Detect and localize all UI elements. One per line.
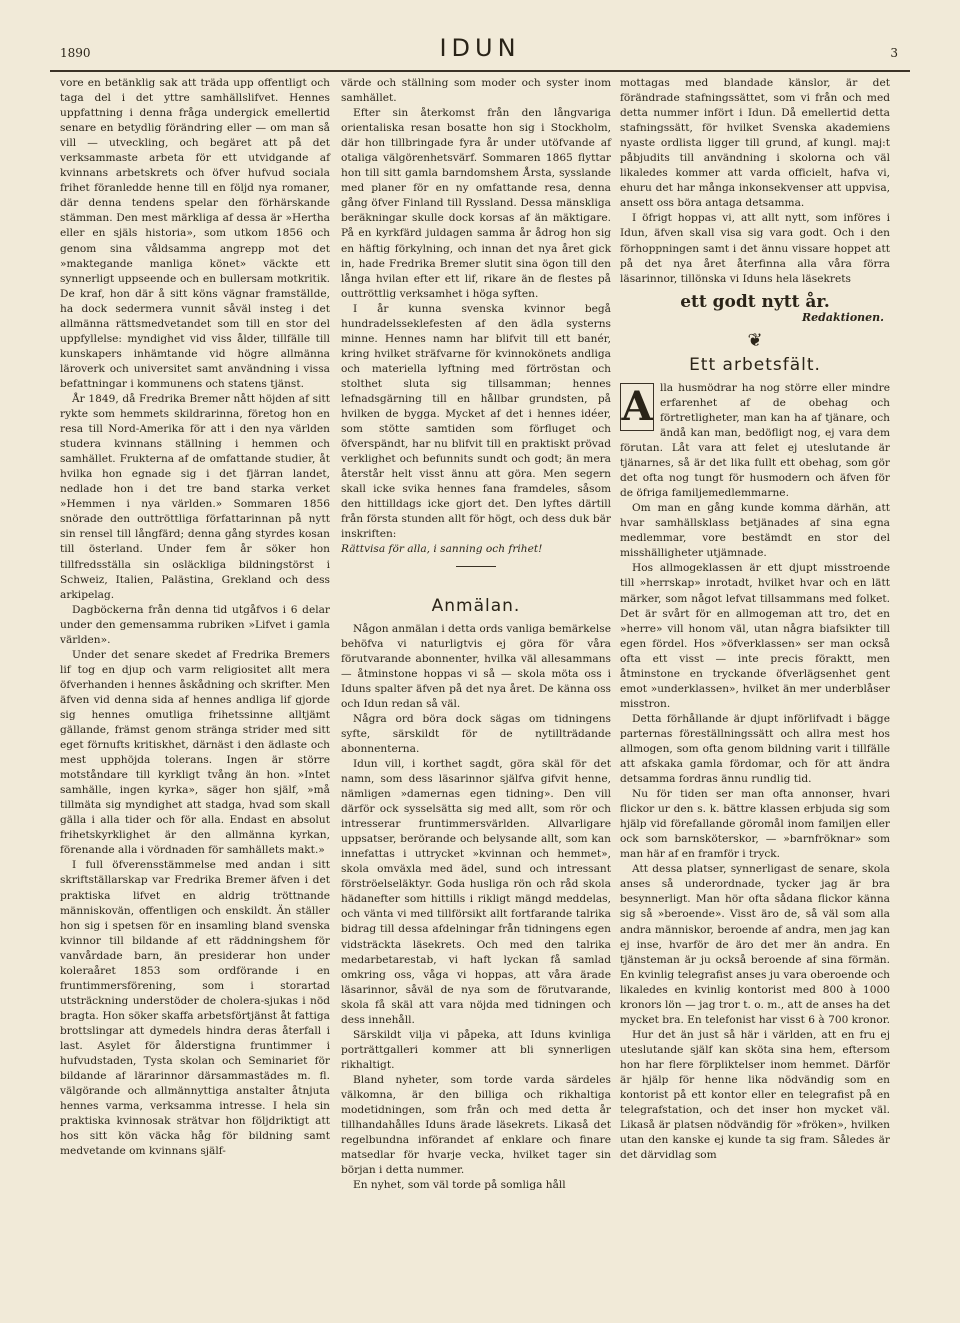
- paragraph: Om man en gång kunde komma därhän, att hvar samhällsklass betjänades af sina egna medlemmar, vore bestämdt en stor del misshälligheter utjämnade.: [620, 502, 890, 560]
- column-2: [341, 76, 611, 1193]
- paragraph: [620, 381, 890, 501]
- ornament-icon: ❦: [747, 329, 763, 351]
- drop-cap: A: [621, 382, 653, 430]
- paragraph: I full öfverensstämmelse med andan i sitt skriftställarskap var Fredrika Bremer äfven i det praktiska lifvet en aldrig tröttnande människovän, offentligen och enskildt. Än ställer hon sig i spetsen för en insamling bland svenska kvinnor till bildande af ett räddningshem för vanvårdade barn, än presiderar hon under koleraåret 1853 som ordförande i en fruntimmersförening, som i storartad utsträckning understöder de cholera-sjukas i nöd bragta. Hon söker skaffa arbetsförtjänst åt fattiga brottslingar att dymedels hindra deras återfall i last. Asylet för ålderstigna fruntimmer i hufvudstaden, Tysta skolan och Seminariet för bildande af lärarinnor därsammastädes m. fl. välgörande och allmännyttiga anstalter åtnjuta hennes varma, verksamma intresse. I hela sin praktiska kvinnosak strätvar hon följdriktigt att hos sitt kön väcka håg för bildning samt medvetande om kvinnans själf-: [60, 859, 330, 1158]
- paragraph: I öfrigt hoppas vi, att allt nytt, som införes i Idun, äfven skall visa sig vara godt. Och i den förhoppningen samt i det ännu vissare hoppet att på det nya året återfinna alla våra förra läsarinnor, tillönska vi Iduns hela läsekrets: [620, 212, 890, 285]
- issue-year: 1890: [60, 46, 91, 60]
- page-number: 3: [890, 46, 898, 60]
- section-heading-work: Ett arbetsfält.: [689, 354, 821, 375]
- paragraph: Idun vill, i korthet sagdt, göra skäl för det namn, som dess läsarinnor själfva gifvit henne, nämligen »damernas egen tidning». Den vill därför ock sysselsätta sig med allt, som rör och intresserar fruntimmersvärlden. Allvarligare uppsatser, berörande och belysande allt, som kan innefattas i uttrycket »kvinnan och hemmet», skola omväxla med ädel, sund och intressant förströelseläktyr. Goda husliga rön och råd skola hädanefter som hittills i rikligt mängd meddelas, och vänta vi med tillförsikt allt fortfarande talrika bidrag till dessa afdelningar från tidningens egen vidsträckta läsekrets. Och med den talrika medarbetarestab, vi haft lyckan få samlad omkring oss, våga vi hoppas, att våra ärade läsarinnor, såväl de nya som de förutvarande, skola få skäl att vara nöjda med tidningen och dess innehåll.: [341, 757, 611, 1026]
- paragraph: Att dessa platser, synnerligast de senare, skola anses så underordnade, tycker jag är bra besynnerligt. Man hör ofta sådana flickor känna sig så »beroende». Visst äro de, så väl som alla andra människor, beroende af andra, men jag kan ej inse, hvarför de äro det mer än andra. En tjänsteman är ju också beroende af sina förmän. En kvinlig telegrafist anses ju vara oberoende och likaledes en kvinlig kontorist med 800 à 1000 kronors lön — jag tror t. o. m., att de anses ha det mycket bra. En telefonist har visst 6 à 700 kronor.: [620, 863, 891, 1026]
- page-header: [50, 36, 910, 72]
- paragraph: En nyhet, som väl torde på somliga håll: [353, 1179, 566, 1192]
- paragraph: Hos allmogeklassen är ett djupt misstroende till »herrskap» inrotadt, hvilket hvar och en lätt märker, som något lefvat tillsammans med folket. Det är svårt för en allmogeman att tro, det en »herre» vill honom väl, utan några biafsikter till egen fördel. Hos »öfverklassen» ser man också ofta ett visst — inte precis föraktt, men åtminstone en tryckande öfverlägsenhet gent emot »underklassen», hvilket än mer underblåser misstron.: [620, 562, 890, 710]
- column-1: [60, 76, 330, 1159]
- paragraph: I år kunna svenska kvinnor begå hundradelsseklefesten af den ädla systerns minne. Hennes namn har blifvit till ett banér, kring hvilket sträfvarne för kvinnokönets andliga och materiella lyftning med förtröstan och stolthet sluta sig tillsamman; hennes lefnadsgärning till en hållbar grundsten, på hvilken de bygga. Mycket af det i hennes idéer, som stötte samtiden som förfluget och öfverspändt, har nu blifvit till en praktiskt prövad verklighet och befunnits sundt och godt; än mera återstår helt visst ännu att göra. Men segern skall icke svika hennes fana framdeles, såsom den hittilldags icke gjort det. Den lyftes därtill från första stunden allt för högt, och dess duk bär inskriften:: [341, 302, 611, 541]
- paragraph: mottagas med blandade känslor, är det förändrade stafningssättet, som vi från och med detta nummer infört i Idun. Då emellertid detta stafningssätt, för hvilket Svenska akademiens nyaste ordlista ligger till grund, af kungl. maj:t påbjudits till användning i skolorna och väl likaledes kommer att varda officielt, hafva vi, ehuru det har många inkonsekvenser att uppvisa, ansett oss böra antaga detsamma.: [620, 77, 890, 210]
- paragraph: Dagböckerna från denna tid utgåfvos i 6 delar under den gemensamma rubriken »Lifvet i gamla världen».: [60, 603, 330, 646]
- section-heading-announcement: Anmälan.: [431, 595, 521, 616]
- divider: [456, 566, 496, 567]
- paragraph: Nu för tiden ser man ofta annonser, hvari flickor ur den s. k. bättre klassen erbjuda sig som hjälp vid förefallande göromål inom familjen eller ock som barnsköterskor, — »barnfröknar» som man här af en framför i tryck.: [620, 788, 890, 861]
- paragraph: värde och ställning som moder och syster inom samhället.: [341, 77, 611, 105]
- paragraph: Någon anmälan i detta ords vanliga bemärkelse behöfva vi naturligtvis ej göra för våra förutvarande abonnenter, hvilka väl allesammans — åtminstone hoppas vi så — skola möta oss i Iduns spalter äfven på det nya året. De känna oss och Idun redan så väl.: [341, 622, 611, 710]
- paragraph: Några ord böra dock sägas om tidningens syfte, särskildt för de nytillträdande abonnenterna.: [341, 712, 611, 755]
- column-3: [620, 76, 890, 1163]
- inscription: [341, 542, 611, 557]
- paragraph: Detta förhållande är djupt införlifvadt i bägge parternas föreställningssätt och allra mest hos allmogen, som ofta genom bildning varit i tillfälle att afskaka gamla fördomar, och för att ändra detsamma fordras ännu rundlig tid.: [620, 712, 890, 786]
- paragraph: År 1849, då Fredrika Bremer nått höjden af sitt rykte som hemmets skildrarinna, företog hon en resa till Nord-Amerika för att i den nya världen studera kvinnans ställning i hemmen och samhället. Frukterna af de omfattande studier, åt hvilka hon egnade sig i det fjärran landet, nedlade hon i det tre band starka verket »Hemmen i nya världen.» Sommaren 1856 snörade den outtröttliga författarinnan på nytt sin rensel till långfärd; denna gång styrdes kosan till österland. Under fem år söker hon tillfredsställa sin osläckliga bildningstörst i Schweiz, Italien, Palästina, Grekland och dess arkipelag.: [60, 392, 330, 601]
- paragraph: Bland nyheter, som torde varda särdeles välkomna, är den billiga och rikhaltiga modetidningen, som från och med detta år tillhandahålles Iduns ärade läsekrets. Likaså det regelbundna införandet af enklare och finare matsedlar för hvarje vecka, hvilket tager sin början i detta nummer.: [341, 1073, 611, 1177]
- masthead-title: IDUN: [439, 34, 521, 62]
- paragraph: Hur det än just så här i världen, att en fru ej uteslutande själf kan sköta sina hem, eftersom hon har flere förpliktelser inom hemmet. Därför är hjälp för henne lika nödvändig som en kontorist på ett kontor eller en telegrafist på en telegrafstation, och det inser hon mycket väl. Likaså är platsen nödvändig för »fröken», hvilken utan den kanske ej kunde ta sig fram. Således är det därvidlag som: [620, 1028, 890, 1162]
- paragraph: Särskildt vilja vi påpeka, att Iduns kvinliga porträttgalleri kommer att bli synnerligen rikhaltigt.: [341, 1028, 611, 1071]
- inscription-text: Rättvisa för alla, i sanning och frihet!: [341, 543, 543, 556]
- paragraph: Efter sin återkomst från den långvariga orientaliska resan bosatte hon sig i Stockholm, där hon tillbringade fyra år under utöfvande af otaliga välgörenhetsvärf. Sommaren 1865 flyttar hon till sitt gamla barndomshem Årsta, sysslande med planer för en ny omfattande resa, denna gång öfver Finland till Ryssland. Dessa mänskliga beräkningar skulle dock korsas af än mäktigare. På en kyrkfärd juldagen samma år ådrog hon sig en häftig förkylning, och innan det nya året gick in, hade Fredrika Bremer slutit sina ögon till den långa hvilan efter ett lif, rikare än de flestes på outtröttlig verksamhet i höga syften.: [341, 107, 611, 300]
- paragraph-text: lla husmödrar ha nog större eller mindre erfarenhet af de obehag och förtretligheter, man kan ha af tjänare, och ändå kan man, bedöfligt nog, ej vara dem förutan. Låt vara att felet ej uteslutande är tjänarnes, så är det lika fullt ett obehag, som gör det ofta nog tungt för husmodern och äfven för de öfriga familjemedlemmarne.: [620, 381, 890, 500]
- paragraph: Under det senare skedet af Fredrika Bremers lif tog en djup och varm religiositet allt mera öfverhanden i hennes åskådning och skrifter. Men äfven vid denna sida af hennes andliga lif gjorde sig hennes omutliga frihetssinne alltjämt gällande, främst genom stränga strider med sitt eget förnufts kritiskhet, därnäst i den ädlaste och mest upphöjda tolerans. Ingen är större motståndare till kyrkligt tvång än hon. »Intet samhälle, ingen kyrka», säger hon själf, »må tillmäta sig myndighet att stadga, hvad som skall gälla i alla tider och för alla. Endast en absolut frihetskyrklighet är den allmänna kyrkan, förenande alla i vördnaden för samhällets makt.»: [60, 648, 330, 857]
- editorial-signature: Redaktionen.: [801, 310, 884, 324]
- paragraph: vore en betänklig sak att träda upp offentligt och taga del i det yttre samhällslifvet. Hennes uppfattning i denna fråga undergick emellertid senare en betydlig förändring eller — om man så vill — utveckling, och begäret att på det verksammaste arbeta för ett utvidgande af kvinnans arbetskrets och öfver hufvud sociala frihet föranledde henne till en följd nya romaner, där denna tendens spelar den förhärskande stämman. Den mest märkliga af dessa är »Hertha eller en själs historia», som utkom 1856 och genom sina våldsamma angrepp mot det »maktegande manliga könet» väckte ett synnerligt uppseende och en bullersam motkritik. De kraf, hon där å sitt köns vägnar framställde, ha dock sedermera vunnit såväl insteg i det allmänna rättsmedvetandet som till en stor del uppfyllelse: myndighet vid viss ålder, tillfälle till kunskapers inhämtande vid högre allmänna läroverk och universitet samt användning i vissa befattningar i kommunens och statens tjänst.: [60, 77, 330, 390]
- new-year-wish: ett godt nytt år.: [680, 291, 830, 312]
